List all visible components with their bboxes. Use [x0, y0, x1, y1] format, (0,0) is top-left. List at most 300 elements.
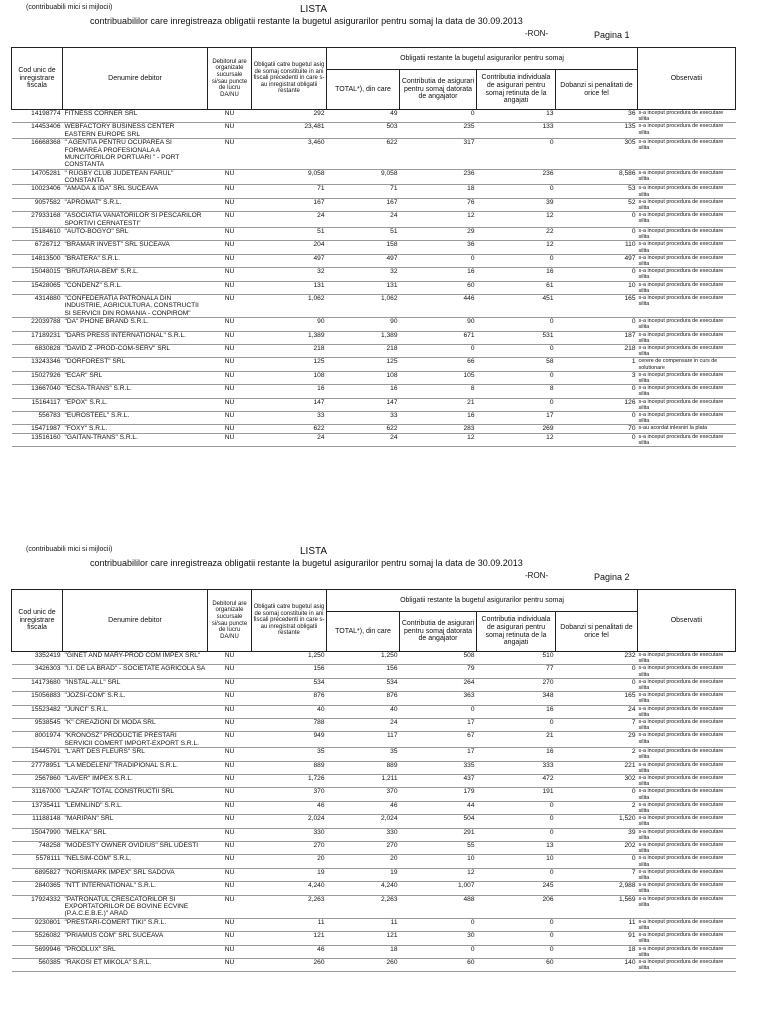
cell-cod: 5699946 [12, 945, 63, 958]
document-title: contribuabililor care inregistreaza obligatii restante la bugetul asigurarilor pentru somaj la data de 30.09.2013 [90, 16, 523, 26]
cell-observatii: s-a inceput procedura de executare silita [638, 895, 736, 918]
cell-total: 35 [327, 748, 400, 761]
cell-total: 534 [327, 678, 400, 691]
cell-debitorul: NU [208, 945, 252, 958]
cell-obligatii-catre: 270 [252, 842, 327, 855]
table-row [12, 385, 736, 398]
cell-cod: 31167000 [12, 788, 63, 801]
cell-contrib-angajator: 10 [400, 855, 477, 868]
cell-dobanzi: 165 [556, 692, 638, 705]
cell-denumire: "CONFEDERATIA PATRONALA DIN INDUSTRIE, AGRICULTURA, CONSTRUCTII SI SERVICII DIN ROMANIA - CONPIROM" [63, 295, 208, 318]
header-contrib-angajator: Contributia de asigurari pentru somaj datorata de angajator [400, 70, 477, 110]
cell-cod: 13243346 [12, 358, 63, 371]
cell-debitorul: NU [208, 318, 252, 331]
cell-obligatii-catre: 19 [252, 868, 327, 881]
cell-dobanzi: 221 [556, 761, 638, 774]
cell-contrib-angajator: 508 [400, 652, 477, 665]
cell-denumire: "APROMAT" S.R.L. [63, 198, 208, 211]
cell-total: 33 [327, 411, 400, 424]
cell-denumire: "GAITAN-TRANS" S.R.L. [63, 433, 208, 446]
cell-contrib-individuala: 0 [477, 719, 556, 732]
cell-contrib-individuala: 77 [477, 665, 556, 678]
cell-obligatii-catre: 121 [252, 932, 327, 945]
cell-denumire: "PRESTARI-COMERT TIKI" S.R.L. [63, 918, 208, 931]
cell-denumire: "LA MEDELENI" TRADIPIONAL S.R.L. [63, 761, 208, 774]
cell-contrib-angajator: 12 [400, 433, 477, 446]
cell-obligatii-catre: 71 [252, 185, 327, 198]
cell-debitorul: NU [208, 425, 252, 433]
cell-obligatii-catre: 108 [252, 371, 327, 384]
cell-total: 19 [327, 868, 400, 881]
cell-contrib-individuala: 472 [477, 775, 556, 788]
cell-contrib-angajator: 30 [400, 932, 477, 945]
cell-observatii: s-a inceput procedura de executare silita [638, 828, 736, 841]
cell-contrib-angajator: 18 [400, 185, 477, 198]
table-row [12, 281, 736, 294]
cell-denumire: " RUGBY CLUB JUDETEAN FARUL" CONSTANTA [63, 169, 208, 185]
cell-dobanzi: 232 [556, 652, 638, 665]
cell-cod: 748258 [12, 842, 63, 855]
cell-contrib-angajator: 179 [400, 788, 477, 801]
cell-obligatii-catre: 3,460 [252, 139, 327, 170]
cell-contrib-individuala: 270 [477, 678, 556, 691]
cell-contrib-angajator: 60 [400, 959, 477, 972]
cell-total: 330 [327, 828, 400, 841]
cell-obligatii-catre: 35 [252, 748, 327, 761]
cell-dobanzi: 18 [556, 945, 638, 958]
cell-denumire: "NTT INTERNATIONAL" S.R.L. [63, 882, 208, 895]
cell-total: 497 [327, 254, 400, 267]
cell-contrib-angajator: 0 [400, 918, 477, 931]
cell-observatii: s-au acordat inlesniri la plata [638, 425, 736, 433]
cell-obligatii-catre: 24 [252, 212, 327, 228]
cell-observatii: s-a inceput procedura de executare silita [638, 788, 736, 801]
cell-observatii: s-a inceput procedura de executare silita [638, 882, 736, 895]
header-contrib-angajator: Contributia de asigurari pentru somaj datorata de angajator [400, 612, 477, 652]
table-row [12, 918, 736, 931]
cell-debitorul: NU [208, 855, 252, 868]
cell-observatii: s-a inceput procedura de executare silita [638, 318, 736, 331]
cell-contrib-angajator: 36 [400, 241, 477, 254]
cell-cod: 14813500 [12, 254, 63, 267]
cell-contrib-angajator: 363 [400, 692, 477, 705]
cell-contrib-angajator: 236 [400, 169, 477, 185]
cell-observatii: s-a inceput procedura de executare silita [638, 385, 736, 398]
cell-contrib-angajator: 488 [400, 895, 477, 918]
page-header [0, 542, 768, 589]
cell-contrib-angajator: 437 [400, 775, 477, 788]
cell-contrib-angajator: 17 [400, 748, 477, 761]
cell-cod: 17924332 [12, 895, 63, 918]
cell-debitorul: NU [208, 344, 252, 357]
cell-cod: 15471987 [12, 425, 63, 433]
cell-debitorul: NU [208, 882, 252, 895]
table-row [12, 110, 736, 123]
cell-dobanzi: 2 [556, 748, 638, 761]
table-row [12, 344, 736, 357]
cell-denumire: "INSTAL-ALL" SRL [63, 678, 208, 691]
cell-dobanzi: 11 [556, 918, 638, 931]
cell-debitorul: NU [208, 775, 252, 788]
cell-contrib-individuala: 348 [477, 692, 556, 705]
cell-total: 24 [327, 212, 400, 228]
cell-dobanzi: 187 [556, 331, 638, 344]
cell-contrib-individuala: 236 [477, 169, 556, 185]
cell-total: 2,263 [327, 895, 400, 918]
cell-contrib-individuala: 133 [477, 123, 556, 139]
cell-observatii: s-a inceput procedura de executare silita [638, 719, 736, 732]
cell-contrib-angajator: 264 [400, 678, 477, 691]
header-total: TOTAL*), din care [327, 612, 400, 652]
cell-observatii: s-a inceput procedura de executare silita [638, 959, 736, 972]
cell-cod: 9230801 [12, 918, 63, 931]
cell-obligatii-catre: 370 [252, 788, 327, 801]
header-cod: Cod unic de inregistrare fiscala [12, 590, 63, 652]
cell-obligatii-catre: 131 [252, 281, 327, 294]
cell-total: 11 [327, 918, 400, 931]
cell-debitorul: NU [208, 371, 252, 384]
cell-dobanzi: 2 [556, 801, 638, 814]
cell-obligatii-catre: 16 [252, 385, 327, 398]
cell-dobanzi: 0 [556, 678, 638, 691]
cell-contrib-individuala: 22 [477, 227, 556, 240]
cell-debitorul: NU [208, 241, 252, 254]
cell-denumire: "FOXY" S.R.L. [63, 425, 208, 433]
table-row [12, 295, 736, 318]
table-row [12, 185, 736, 198]
cell-denumire: "BRAMAR INVEST" SRL SUCEAVA [63, 241, 208, 254]
currency-label: -RON- [525, 571, 549, 580]
cell-cod: 13516160 [12, 433, 63, 446]
cell-observatii: s-a inceput procedura de executare silita [638, 692, 736, 705]
cell-dobanzi: 305 [556, 139, 638, 170]
cell-cod: 15523482 [12, 705, 63, 718]
table-row [12, 719, 736, 732]
cell-denumire: "DORFOREST" SRL [63, 358, 208, 371]
cell-obligatii-catre: 167 [252, 198, 327, 211]
cell-dobanzi: 1,569 [556, 895, 638, 918]
cell-contrib-individuala: 0 [477, 139, 556, 170]
cell-debitorul: NU [208, 433, 252, 446]
cell-cod: 27933168 [12, 212, 63, 228]
cell-contrib-individuala: 16 [477, 748, 556, 761]
table-row [12, 828, 736, 841]
cell-obligatii-catre: 1,250 [252, 652, 327, 665]
cell-dobanzi: 0 [556, 665, 638, 678]
cell-debitorul: NU [208, 268, 252, 281]
cell-cod: 15445791 [12, 748, 63, 761]
cell-observatii: s-a inceput procedura de executare silita [638, 801, 736, 814]
cell-obligatii-catre: 534 [252, 678, 327, 691]
header-debitorul: Debitorul are organizate sucursale si/sau puncte de lucru DA/NU [208, 48, 252, 110]
cell-dobanzi: 8,586 [556, 169, 638, 185]
cell-contrib-individuala: 16 [477, 268, 556, 281]
cell-denumire: "MARIPAN" SRL [63, 815, 208, 828]
cell-total: 125 [327, 358, 400, 371]
cell-debitorul: NU [208, 719, 252, 732]
table-row [12, 652, 736, 665]
table-row [12, 318, 736, 331]
cell-contrib-individuala: 58 [477, 358, 556, 371]
table-row [12, 732, 736, 748]
cell-contrib-angajator: 1,007 [400, 882, 477, 895]
cell-denumire: "KRONOSZ" PRODUCTIE PRESTARI SERVICII COMERT IMPORT-EXPORT S.R.L. [63, 732, 208, 748]
taxpayer-category: (contribuabili mici si mijlocii) [26, 4, 113, 11]
debtors-table [11, 589, 736, 972]
cell-obligatii-catre: 497 [252, 254, 327, 267]
cell-contrib-individuala: 8 [477, 385, 556, 398]
cell-total: 260 [327, 959, 400, 972]
cell-total: 1,389 [327, 331, 400, 344]
table-row [12, 748, 736, 761]
header-denumire: Denumire debitor [63, 48, 208, 110]
cell-debitorul: NU [208, 788, 252, 801]
cell-contrib-individuala: 191 [477, 788, 556, 801]
cell-total: 503 [327, 123, 400, 139]
cell-obligatii-catre: 292 [252, 110, 327, 123]
cell-observatii: s-a inceput procedura de executare silita [638, 169, 736, 185]
cell-debitorul: NU [208, 665, 252, 678]
cell-debitorul: NU [208, 932, 252, 945]
cell-cod: 556783 [12, 411, 63, 424]
cell-total: 370 [327, 788, 400, 801]
cell-contrib-individuala: 13 [477, 842, 556, 855]
cell-dobanzi: 0 [556, 212, 638, 228]
cell-total: 20 [327, 855, 400, 868]
cell-obligatii-catre: 876 [252, 692, 327, 705]
cell-contrib-individuala: 21 [477, 732, 556, 748]
header-denumire: Denumire debitor [63, 590, 208, 652]
cell-debitorul: NU [208, 411, 252, 424]
cell-denumire: "ECSA-TRANS" S.R.L. [63, 385, 208, 398]
cell-contrib-individuala: 451 [477, 295, 556, 318]
cell-observatii: s-a inceput procedura de executare silita [638, 868, 736, 881]
table-row [12, 775, 736, 788]
cell-obligatii-catre: 33 [252, 411, 327, 424]
cell-obligatii-catre: 1,062 [252, 295, 327, 318]
header-obligatii-catre: Obligatii catre bugetul asig de somaj constituite in ani fiscali precedenti in care s-au inregistrat obligatii restante [252, 48, 327, 110]
cell-total: 1,211 [327, 775, 400, 788]
cell-dobanzi: 0 [556, 855, 638, 868]
cell-cod: 14705281 [12, 169, 63, 185]
cell-dobanzi: 165 [556, 295, 638, 318]
cell-dobanzi: 7 [556, 868, 638, 881]
cell-total: 24 [327, 433, 400, 446]
table-body [12, 652, 736, 972]
cell-debitorul: NU [208, 110, 252, 123]
table-row [12, 842, 736, 855]
cell-total: 40 [327, 705, 400, 718]
cell-total: 270 [327, 842, 400, 855]
cell-observatii: s-a inceput procedura de executare silita [638, 652, 736, 665]
cell-denumire: "GINET AND MARY-PROD COM IMPEX SRL" [63, 652, 208, 665]
taxpayer-category: (contribuabili mici si mijlocii) [26, 546, 113, 553]
cell-obligatii-catre: 23,481 [252, 123, 327, 139]
cell-contrib-individuala: 17 [477, 411, 556, 424]
table-row [12, 868, 736, 881]
cell-observatii: s-a inceput procedura de executare silita [638, 842, 736, 855]
cell-obligatii-catre: 46 [252, 801, 327, 814]
cell-contrib-individuala: 269 [477, 425, 556, 433]
document-page-1 [0, 0, 768, 446]
cell-contrib-individuala: 39 [477, 198, 556, 211]
cell-contrib-angajator: 44 [400, 801, 477, 814]
cell-denumire: "I.I. DE LA BRAD" - SOCIETATE AGRICOLA SA [63, 665, 208, 678]
cell-total: 51 [327, 227, 400, 240]
document-page-2 [0, 542, 768, 972]
cell-denumire: "ECAR" SRL [63, 371, 208, 384]
table-row [12, 945, 736, 958]
cell-observatii: s-a inceput procedura de executare silita [638, 855, 736, 868]
cell-cod: 14198774 [12, 110, 63, 123]
cell-denumire: "AMADA & IDA" SRL SUCEAVA [63, 185, 208, 198]
cell-cod: 14453406 [12, 123, 63, 139]
cell-dobanzi: 3 [556, 371, 638, 384]
header-dobanzi: Dobanzi si penalitati de orice fel [556, 612, 638, 652]
cell-dobanzi: 0 [556, 788, 638, 801]
table-body [12, 110, 736, 447]
cell-obligatii-catre: 622 [252, 425, 327, 433]
cell-cod: 8001974 [12, 732, 63, 748]
cell-dobanzi: 10 [556, 281, 638, 294]
currency-label: -RON- [525, 29, 549, 38]
cell-denumire: "JOZSI-COM" S.R.L. [63, 692, 208, 705]
cell-dobanzi: 39 [556, 828, 638, 841]
cell-debitorul: NU [208, 227, 252, 240]
cell-dobanzi: 2,988 [556, 882, 638, 895]
cell-debitorul: NU [208, 692, 252, 705]
cell-obligatii-catre: 2,263 [252, 895, 327, 918]
cell-dobanzi: 1,520 [556, 815, 638, 828]
cell-observatii: s-a inceput procedura de executare silita [638, 295, 736, 318]
cell-total: 622 [327, 139, 400, 170]
cell-contrib-angajator: 17 [400, 719, 477, 732]
cell-total: 622 [327, 425, 400, 433]
cell-contrib-angajator: 21 [400, 398, 477, 411]
cell-debitorul: NU [208, 652, 252, 665]
cell-dobanzi: 0 [556, 268, 638, 281]
cell-observatii: s-a inceput procedura de executare silita [638, 815, 736, 828]
cell-denumire: "ASOCIATIA VANATORILOR SI PESCARILOR SPORTIVI CERNATESTI" [63, 212, 208, 228]
cell-contrib-angajator: 16 [400, 268, 477, 281]
cell-observatii: s-a inceput procedura de executare silita [638, 945, 736, 958]
cell-contrib-angajator: 60 [400, 281, 477, 294]
table-row [12, 254, 736, 267]
cell-contrib-individuala: 0 [477, 344, 556, 357]
table-row [12, 212, 736, 228]
cell-observatii: s-a inceput procedura de executare silita [638, 761, 736, 774]
cell-total: 1,062 [327, 295, 400, 318]
cell-denumire: WEBFACTORY BUSINESS CENTER EASTERN EUROPE SRL [63, 123, 208, 139]
cell-observatii: s-a inceput procedura de executare silita [638, 110, 736, 123]
cell-dobanzi: 52 [556, 198, 638, 211]
cell-contrib-individuala: 16 [477, 705, 556, 718]
cell-total: 24 [327, 719, 400, 732]
cell-contrib-individuala: 10 [477, 855, 556, 868]
cell-obligatii-catre: 24 [252, 433, 327, 446]
cell-total: 147 [327, 398, 400, 411]
cell-total: 71 [327, 185, 400, 198]
cell-contrib-individuala: 12 [477, 241, 556, 254]
table-row [12, 371, 736, 384]
cell-observatii: s-a inceput procedura de executare silita [638, 748, 736, 761]
cell-cod: 15048015 [12, 268, 63, 281]
cell-denumire: "EUROSTEEL" S.R.L. [63, 411, 208, 424]
cell-total: 117 [327, 732, 400, 748]
cell-total: 46 [327, 801, 400, 814]
cell-total: 889 [327, 761, 400, 774]
cell-total: 2,024 [327, 815, 400, 828]
cell-contrib-individuala: 510 [477, 652, 556, 665]
cell-contrib-angajator: 0 [400, 705, 477, 718]
cell-cod: 14173680 [12, 678, 63, 691]
cell-debitorul: NU [208, 815, 252, 828]
cell-debitorul: NU [208, 398, 252, 411]
cell-denumire: "PRIAMUS COM" SRL SUCEAVA [63, 932, 208, 945]
cell-debitorul: NU [208, 868, 252, 881]
cell-dobanzi: 91 [556, 932, 638, 945]
cell-obligatii-catre: 788 [252, 719, 327, 732]
cell-cod: 2567860 [12, 775, 63, 788]
cell-cod: 9057582 [12, 198, 63, 211]
cell-obligatii-catre: 2,024 [252, 815, 327, 828]
table-row [12, 123, 736, 139]
header-total: TOTAL*), din care [327, 70, 400, 110]
cell-cod: 11188148 [12, 815, 63, 828]
cell-denumire: "L'ART DES FLEURS" SRL [63, 748, 208, 761]
cell-debitorul: NU [208, 385, 252, 398]
cell-dobanzi: 0 [556, 411, 638, 424]
page-number: Pagina 1 [594, 30, 630, 40]
cell-denumire: "DAVID Z -PROD-COM-SERV" SRL [63, 344, 208, 357]
cell-obligatii-catre: 9,058 [252, 169, 327, 185]
cell-denumire: FITNESS CORNER SRL [63, 110, 208, 123]
cell-cod: 15027926 [12, 371, 63, 384]
cell-total: 131 [327, 281, 400, 294]
cell-contrib-angajator: 0 [400, 254, 477, 267]
cell-total: 156 [327, 665, 400, 678]
cell-contrib-individuala: 60 [477, 959, 556, 972]
cell-total: 158 [327, 241, 400, 254]
cell-debitorul: NU [208, 828, 252, 841]
cell-debitorul: NU [208, 895, 252, 918]
cell-obligatii-catre: 51 [252, 227, 327, 240]
cell-cod: 3352419 [12, 652, 63, 665]
table-row [12, 198, 736, 211]
cell-debitorul: NU [208, 761, 252, 774]
list-heading: LISTA [300, 4, 328, 15]
cell-cod: 10023406 [12, 185, 63, 198]
cell-obligatii-catre: 20 [252, 855, 327, 868]
cell-contrib-angajator: 504 [400, 815, 477, 828]
table-row [12, 268, 736, 281]
cell-contrib-angajator: 105 [400, 371, 477, 384]
cell-obligatii-catre: 330 [252, 828, 327, 841]
cell-observatii: s-a inceput procedura de executare silita [638, 212, 736, 228]
cell-debitorul: NU [208, 185, 252, 198]
cell-total: 167 [327, 198, 400, 211]
cell-contrib-individuala: 0 [477, 828, 556, 841]
table-row [12, 241, 736, 254]
cell-denumire: "RAKOSI ET MIKOLA" S.R.L. [63, 959, 208, 972]
cell-debitorul: NU [208, 732, 252, 748]
cell-contrib-angajator: 446 [400, 295, 477, 318]
cell-obligatii-catre: 90 [252, 318, 327, 331]
cell-observatii: s-a inceput procedura de executare silita [638, 331, 736, 344]
cell-debitorul: NU [208, 705, 252, 718]
table-row [12, 433, 736, 446]
cell-denumire: "MODESTY OWNER OVIDIUS" SRL UDESTI [63, 842, 208, 855]
